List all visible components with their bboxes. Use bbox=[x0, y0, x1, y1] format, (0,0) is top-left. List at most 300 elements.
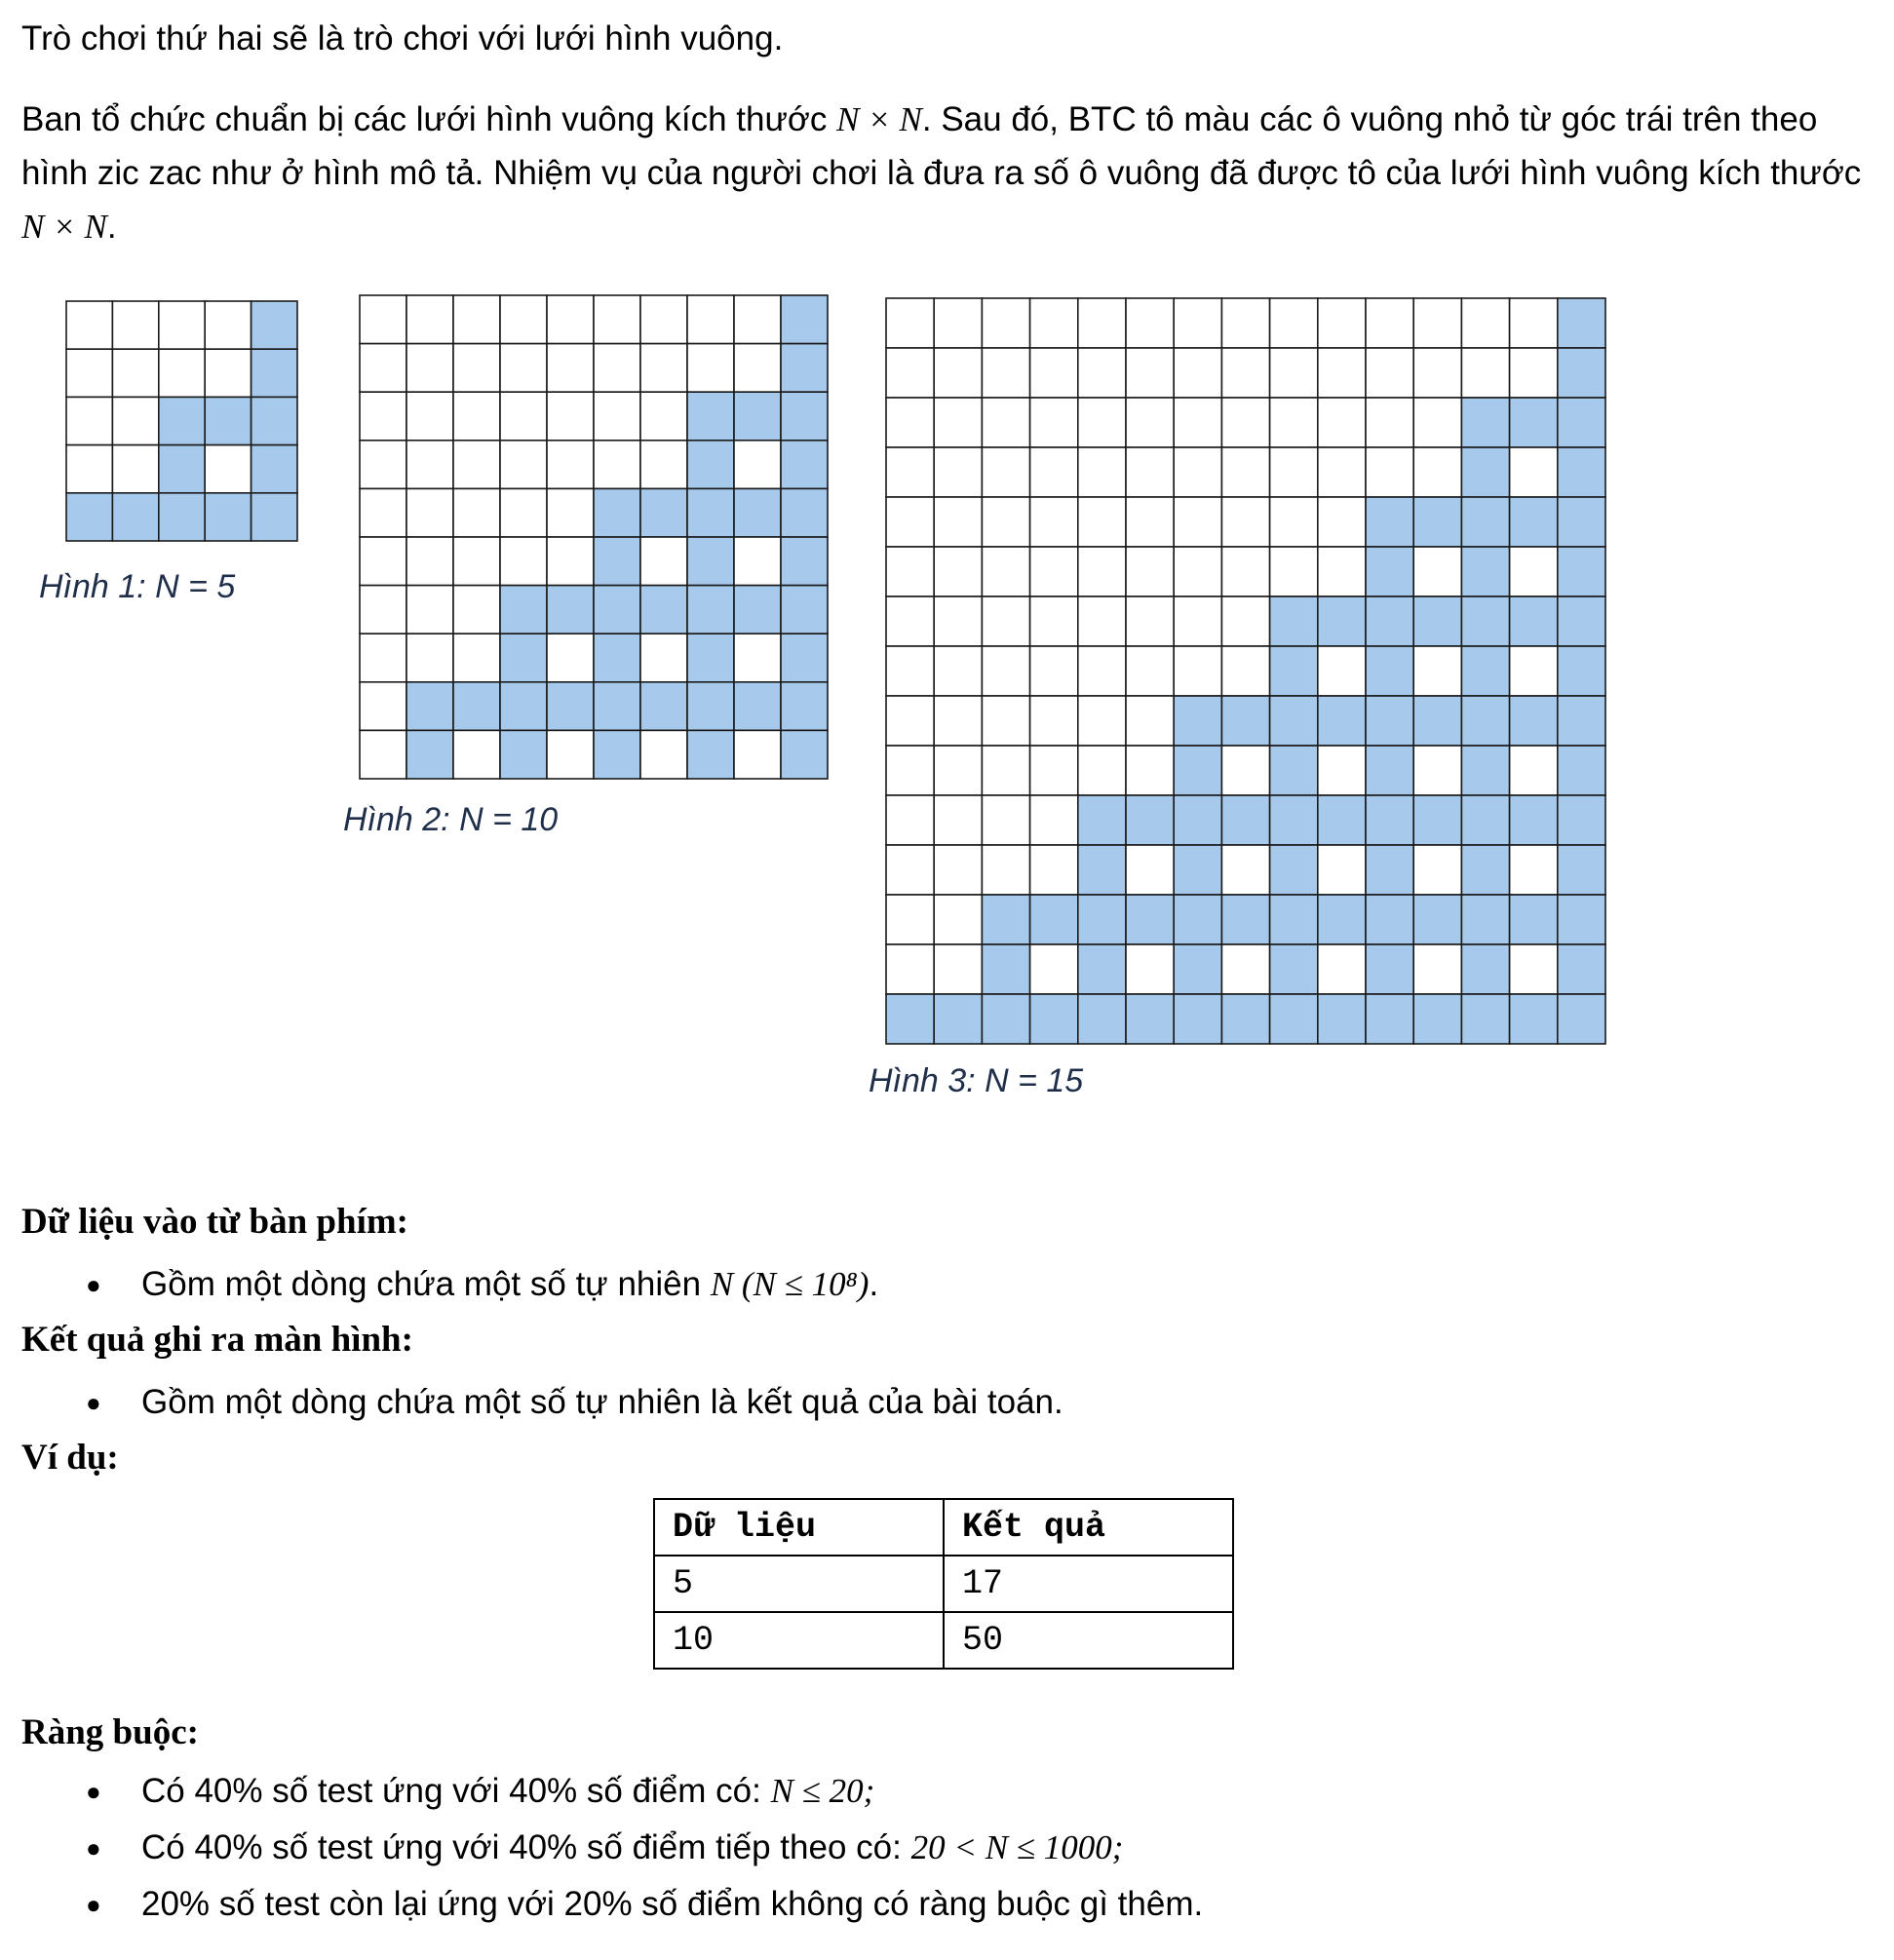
grid-cell-empty bbox=[406, 392, 453, 441]
grid-cell-empty bbox=[547, 441, 594, 489]
grid-cell-empty bbox=[734, 537, 781, 586]
table-cell: 17 bbox=[944, 1556, 1233, 1612]
grid-cell-filled bbox=[687, 537, 734, 586]
grid-cell-filled bbox=[1126, 994, 1174, 1044]
grid-cell-empty bbox=[982, 596, 1029, 646]
grid-cell-empty bbox=[982, 795, 1029, 845]
grid-cell-empty bbox=[640, 730, 687, 779]
grid-cell-empty bbox=[1366, 447, 1413, 497]
grid-cell-empty bbox=[112, 445, 158, 493]
description-paragraph bbox=[21, 93, 1864, 253]
grid-cell-empty bbox=[66, 397, 112, 444]
grid-cell-empty bbox=[1126, 298, 1174, 348]
grid-cell-filled bbox=[1558, 447, 1605, 497]
figure-3-caption: Hình 3: N = 15 bbox=[869, 1062, 1084, 1099]
table-header-row bbox=[654, 1499, 1233, 1556]
grid-cell-filled bbox=[1413, 994, 1461, 1044]
constraints-heading: Ràng buộc: bbox=[21, 1712, 199, 1752]
grid-cell-filled bbox=[781, 392, 828, 441]
grid-cell-empty bbox=[1126, 497, 1174, 547]
grid-cell-filled bbox=[1366, 497, 1413, 547]
grid-cell-filled bbox=[982, 994, 1029, 1044]
grid-cell-empty bbox=[1366, 298, 1413, 348]
grid-cell-empty bbox=[500, 441, 547, 489]
grid-cell-empty bbox=[406, 586, 453, 634]
grid-cell-empty bbox=[406, 441, 453, 489]
grid-cell-empty bbox=[205, 349, 251, 397]
grid-cell-empty bbox=[1174, 298, 1221, 348]
grid-cell-filled bbox=[734, 586, 781, 634]
grid-cell-filled bbox=[781, 488, 828, 537]
grid-cell-empty bbox=[1030, 746, 1078, 795]
grid-cell-filled bbox=[687, 392, 734, 441]
grid-cell-filled bbox=[1413, 696, 1461, 746]
grid-cell-empty bbox=[1461, 348, 1509, 398]
grid-cell-filled bbox=[547, 682, 594, 731]
grid-cell-empty bbox=[1318, 746, 1366, 795]
grid-cell-filled bbox=[687, 682, 734, 731]
grid-cell-empty bbox=[205, 301, 251, 349]
grid-cell-filled bbox=[205, 493, 251, 541]
grid-cell-empty bbox=[934, 398, 982, 447]
grid-cell-empty bbox=[547, 295, 594, 344]
grid-cell-filled bbox=[1461, 696, 1509, 746]
grid-cell-empty bbox=[594, 441, 640, 489]
grid-cell-filled bbox=[1030, 994, 1078, 1044]
grid-cell-empty bbox=[640, 634, 687, 682]
grid-cell-filled bbox=[1174, 944, 1221, 994]
grid-cell-empty bbox=[982, 696, 1029, 746]
grid-cell-filled bbox=[687, 634, 734, 682]
grid-cell-empty bbox=[1030, 497, 1078, 547]
grid-cell-empty bbox=[1030, 696, 1078, 746]
grid-cell-empty bbox=[1318, 398, 1366, 447]
grid-cell-filled bbox=[1461, 994, 1509, 1044]
grid-cell-empty bbox=[453, 634, 500, 682]
grid-cell-filled bbox=[66, 493, 112, 541]
grid-cell-empty bbox=[1221, 447, 1269, 497]
grid-cell-empty bbox=[1030, 398, 1078, 447]
grid-cell-empty bbox=[406, 344, 453, 393]
table-cell: 10 bbox=[654, 1612, 944, 1669]
grid-cell-empty bbox=[1221, 398, 1269, 447]
grid-figure-1 bbox=[65, 300, 299, 543]
grid-cell-filled bbox=[1558, 497, 1605, 547]
grid-cell-filled bbox=[1366, 696, 1413, 746]
grid-cell-empty bbox=[500, 488, 547, 537]
input-bullet-end: . bbox=[869, 1265, 879, 1303]
grid-cell-empty bbox=[1413, 398, 1461, 447]
grid-cell-empty bbox=[1078, 596, 1126, 646]
grid-cell-empty bbox=[1510, 298, 1558, 348]
grid-cell-empty bbox=[453, 730, 500, 779]
grid-cell-filled bbox=[251, 397, 297, 444]
grid-cell-empty bbox=[453, 441, 500, 489]
example-table bbox=[653, 1498, 1234, 1670]
grid-cell-filled bbox=[1558, 746, 1605, 795]
grid-cell-empty bbox=[687, 344, 734, 393]
grid-cell-filled bbox=[687, 441, 734, 489]
grid-cell-empty bbox=[886, 746, 934, 795]
grid-cell-filled bbox=[1558, 994, 1605, 1044]
input-bullet-text: Gồm một dòng chứa một số tự nhiên bbox=[141, 1265, 711, 1303]
grid-cell-empty bbox=[934, 746, 982, 795]
grid-cell-empty bbox=[453, 392, 500, 441]
grid-cell-empty bbox=[734, 730, 781, 779]
grid-cell-empty bbox=[886, 547, 934, 596]
grid-cell-empty bbox=[360, 392, 406, 441]
grid-cell-filled bbox=[159, 445, 205, 493]
figure-1-caption: Hình 1: N = 5 bbox=[39, 568, 236, 605]
grid-cell-empty bbox=[886, 646, 934, 696]
grid-cell-empty bbox=[934, 646, 982, 696]
grid-cell-empty bbox=[934, 795, 982, 845]
grid-cell-empty bbox=[1366, 348, 1413, 398]
grid-cell-filled bbox=[1078, 895, 1126, 944]
output-bullet-text: Gồm một dòng chứa một số tự nhiên là kết quả của bài toán. bbox=[141, 1383, 1063, 1421]
grid-cell-filled bbox=[1413, 795, 1461, 845]
grid-cell-empty bbox=[453, 295, 500, 344]
grid-cell-empty bbox=[886, 497, 934, 547]
grid-cell-empty bbox=[1030, 447, 1078, 497]
grid-cell-empty bbox=[1030, 348, 1078, 398]
grid-cell-filled bbox=[406, 730, 453, 779]
grid-cell-empty bbox=[1078, 746, 1126, 795]
grid-cell-empty bbox=[360, 586, 406, 634]
grid-cell-filled bbox=[1558, 547, 1605, 596]
grid-cell-filled bbox=[640, 488, 687, 537]
grid-cell-empty bbox=[500, 344, 547, 393]
grid-cell-filled bbox=[500, 682, 547, 731]
grid-cell-filled bbox=[1221, 895, 1269, 944]
grid-cell-empty bbox=[66, 445, 112, 493]
grid-cell-filled bbox=[1461, 398, 1509, 447]
grid-cell-filled bbox=[1366, 895, 1413, 944]
grid-cell-filled bbox=[1461, 547, 1509, 596]
grid-cell-empty bbox=[640, 295, 687, 344]
grid-cell-empty bbox=[934, 497, 982, 547]
grid-cell-filled bbox=[640, 682, 687, 731]
grid-cell-empty bbox=[1510, 845, 1558, 895]
grid-cell-filled bbox=[781, 682, 828, 731]
grid-cell-filled bbox=[1558, 298, 1605, 348]
grid-cell-empty bbox=[934, 845, 982, 895]
grid-cell-filled bbox=[1461, 944, 1509, 994]
grid-cell-empty bbox=[159, 349, 205, 397]
table-cell: 5 bbox=[654, 1556, 944, 1612]
grid-cell-filled bbox=[1270, 895, 1318, 944]
grid-cell-filled bbox=[781, 295, 828, 344]
grid-cell-empty bbox=[640, 344, 687, 393]
constraint-text: Có 40% số test ứng với 40% số điểm tiếp theo có: bbox=[141, 1828, 911, 1866]
grid-cell-empty bbox=[934, 447, 982, 497]
grid-cell-filled bbox=[1078, 795, 1126, 845]
grid-cell-empty bbox=[1221, 298, 1269, 348]
grid-cell-filled bbox=[1078, 994, 1126, 1044]
grid-cell-filled bbox=[594, 730, 640, 779]
grid-figure-3 bbox=[885, 297, 1608, 1046]
grid-cell-empty bbox=[1126, 398, 1174, 447]
grid-cell-filled bbox=[1078, 845, 1126, 895]
example-heading: Ví dụ: bbox=[21, 1438, 119, 1478]
grid-cell-filled bbox=[594, 586, 640, 634]
bullet-icon: ● bbox=[86, 1388, 101, 1417]
grid-cell-filled bbox=[205, 397, 251, 444]
grid-cell-filled bbox=[1318, 895, 1366, 944]
grid-cell-empty bbox=[982, 398, 1029, 447]
constraint-math: N ≤ 20; bbox=[770, 1772, 875, 1810]
grid-cell-filled bbox=[1510, 895, 1558, 944]
grid-cell-empty bbox=[500, 295, 547, 344]
grid-cell-empty bbox=[1221, 596, 1269, 646]
grid-cell-empty bbox=[1078, 646, 1126, 696]
grid-cell-filled bbox=[1510, 497, 1558, 547]
figure-2-caption: Hình 2: N = 10 bbox=[343, 801, 559, 838]
grid-cell-filled bbox=[112, 493, 158, 541]
grid-cell-empty bbox=[1126, 746, 1174, 795]
grid-cell-filled bbox=[251, 493, 297, 541]
grid-cell-filled bbox=[1174, 895, 1221, 944]
grid-cell-empty bbox=[934, 298, 982, 348]
grid-cell-filled bbox=[1221, 994, 1269, 1044]
grid-cell-empty bbox=[886, 845, 934, 895]
grid-cell-filled bbox=[1558, 845, 1605, 895]
grid-cell-empty bbox=[547, 537, 594, 586]
grid-cell-empty bbox=[1510, 646, 1558, 696]
grid-cell-empty bbox=[1510, 348, 1558, 398]
input-bullet-math: N (N ≤ 10⁸) bbox=[710, 1265, 870, 1303]
grid-cell-empty bbox=[1078, 696, 1126, 746]
constraint-math: 20 < N ≤ 1000; bbox=[910, 1828, 1124, 1866]
grid-cell-empty bbox=[360, 441, 406, 489]
grid-cell-filled bbox=[547, 586, 594, 634]
grid-cell-filled bbox=[1270, 795, 1318, 845]
grid-cell-filled bbox=[1270, 646, 1318, 696]
grid-cell-filled bbox=[1221, 795, 1269, 845]
grid-cell-empty bbox=[640, 392, 687, 441]
grid-cell-filled bbox=[1174, 845, 1221, 895]
grid-cell-empty bbox=[1318, 348, 1366, 398]
grid-cell-empty bbox=[112, 397, 158, 444]
grid-cell-empty bbox=[1078, 497, 1126, 547]
constraint-text: 20% số test còn lại ứng với 20% số điểm không có ràng buộc gì thêm. bbox=[141, 1885, 1204, 1923]
grid-cell-empty bbox=[982, 497, 1029, 547]
grid-cell-filled bbox=[1461, 447, 1509, 497]
grid-cell-empty bbox=[982, 845, 1029, 895]
grid-cell-empty bbox=[1318, 547, 1366, 596]
grid-cell-empty bbox=[1413, 547, 1461, 596]
output-heading: Kết quả ghi ra màn hình: bbox=[21, 1320, 413, 1360]
grid-cell-empty bbox=[1174, 398, 1221, 447]
grid-cell-filled bbox=[1558, 398, 1605, 447]
grid-cell-empty bbox=[360, 730, 406, 779]
grid-cell-empty bbox=[982, 547, 1029, 596]
grid-cell-empty bbox=[886, 298, 934, 348]
grid-cell-filled bbox=[1366, 746, 1413, 795]
grid-cell-empty bbox=[886, 895, 934, 944]
grid-cell-filled bbox=[500, 634, 547, 682]
grid-cell-empty bbox=[886, 596, 934, 646]
grid-cell-empty bbox=[547, 634, 594, 682]
grid-cell-empty bbox=[1174, 497, 1221, 547]
grid-cell-filled bbox=[1366, 944, 1413, 994]
grid-cell-filled bbox=[1510, 398, 1558, 447]
grid-cell-empty bbox=[1174, 348, 1221, 398]
grid-cell-filled bbox=[1510, 596, 1558, 646]
grid-cell-empty bbox=[1126, 845, 1174, 895]
grid-cell-empty bbox=[1221, 348, 1269, 398]
grid-cell-filled bbox=[1558, 596, 1605, 646]
grid-cell-empty bbox=[1270, 398, 1318, 447]
grid-cell-empty bbox=[360, 537, 406, 586]
grid-cell-empty bbox=[500, 392, 547, 441]
grid-cell-filled bbox=[1558, 696, 1605, 746]
desc-part2: . Sau đó, BTC tô màu các ô vuông nhỏ từ góc trái trên theo hình zic zac như ở hình mô tả. Nhiệm vụ của người chơi là đưa ra số ô vuông đã được tô của lưới hình vuông kích thước bbox=[21, 100, 1862, 192]
grid-cell-filled bbox=[251, 301, 297, 349]
grid-cell-empty bbox=[547, 488, 594, 537]
grid-cell-empty bbox=[1126, 646, 1174, 696]
grid-cell-empty bbox=[1126, 944, 1174, 994]
grid-cell-filled bbox=[159, 397, 205, 444]
grid-cell-empty bbox=[1126, 547, 1174, 596]
input-heading: Dữ liệu vào từ bàn phím: bbox=[21, 1202, 408, 1242]
grid-cell-filled bbox=[1366, 547, 1413, 596]
grid-cell-empty bbox=[886, 398, 934, 447]
grid-cell-empty bbox=[1174, 646, 1221, 696]
grid-cell-empty bbox=[982, 646, 1029, 696]
grid-cell-filled bbox=[594, 634, 640, 682]
grid-cell-empty bbox=[934, 547, 982, 596]
grid-cell-filled bbox=[1413, 596, 1461, 646]
grid-cell-empty bbox=[1270, 298, 1318, 348]
grid-cell-empty bbox=[734, 295, 781, 344]
grid-cell-filled bbox=[1270, 596, 1318, 646]
grid-cell-filled bbox=[886, 994, 934, 1044]
grid-cell-empty bbox=[406, 537, 453, 586]
grid-cell-filled bbox=[1413, 895, 1461, 944]
table-row bbox=[654, 1612, 1233, 1669]
grid-figure-2 bbox=[359, 294, 831, 782]
grid-cell-filled bbox=[500, 586, 547, 634]
grid-cell-empty bbox=[1126, 447, 1174, 497]
table-row bbox=[654, 1556, 1233, 1612]
grid-cell-filled bbox=[1510, 994, 1558, 1044]
grid-cell-filled bbox=[982, 944, 1029, 994]
grid-cell-filled bbox=[406, 682, 453, 731]
grid-cell-filled bbox=[640, 586, 687, 634]
grid-cell-empty bbox=[1126, 596, 1174, 646]
grid-cell-empty bbox=[406, 634, 453, 682]
grid-cell-empty bbox=[1078, 547, 1126, 596]
table-header-output: Kết quả bbox=[944, 1499, 1233, 1556]
grid-cell-empty bbox=[112, 349, 158, 397]
grid-cell-filled bbox=[1461, 795, 1509, 845]
grid-cell-filled bbox=[1270, 845, 1318, 895]
grid-cell-filled bbox=[934, 994, 982, 1044]
grid-cell-filled bbox=[781, 344, 828, 393]
grid-cell-empty bbox=[1174, 596, 1221, 646]
table-cell: 50 bbox=[944, 1612, 1233, 1669]
grid-cell-empty bbox=[886, 944, 934, 994]
grid-cell-empty bbox=[886, 696, 934, 746]
grid-cell-filled bbox=[734, 488, 781, 537]
grid-cell-empty bbox=[66, 349, 112, 397]
grid-cell-empty bbox=[1221, 547, 1269, 596]
grid-cell-empty bbox=[1318, 298, 1366, 348]
constraint-text: Có 40% số test ứng với 40% số điểm có: bbox=[141, 1772, 771, 1810]
grid-cell-filled bbox=[1510, 696, 1558, 746]
grid-cell-filled bbox=[1366, 795, 1413, 845]
grid-cell-filled bbox=[251, 349, 297, 397]
grid-cell-filled bbox=[982, 895, 1029, 944]
grid-cell-empty bbox=[1221, 845, 1269, 895]
grid-cell-filled bbox=[1558, 348, 1605, 398]
grid-cell-empty bbox=[734, 634, 781, 682]
grid-cell-filled bbox=[1318, 596, 1366, 646]
desc-part3: . bbox=[106, 208, 117, 246]
grid-cell-empty bbox=[934, 944, 982, 994]
grid-cell-empty bbox=[453, 488, 500, 537]
grid-cell-empty bbox=[886, 348, 934, 398]
grid-cell-empty bbox=[1030, 298, 1078, 348]
grid-cell-empty bbox=[360, 634, 406, 682]
grid-cell-empty bbox=[1510, 447, 1558, 497]
grid-cell-filled bbox=[1270, 696, 1318, 746]
grid-cell-filled bbox=[1413, 497, 1461, 547]
grid-cell-empty bbox=[66, 301, 112, 349]
grid-cell-filled bbox=[734, 682, 781, 731]
grid-cell-filled bbox=[159, 493, 205, 541]
grid-cell-empty bbox=[1413, 646, 1461, 696]
grid-cell-filled bbox=[1174, 696, 1221, 746]
grid-cell-empty bbox=[594, 295, 640, 344]
grid-cell-empty bbox=[886, 447, 934, 497]
grid-cell-empty bbox=[205, 445, 251, 493]
grid-cell-empty bbox=[1126, 696, 1174, 746]
grid-cell-empty bbox=[360, 488, 406, 537]
grid-cell-empty bbox=[1510, 944, 1558, 994]
grid-cell-empty bbox=[360, 295, 406, 344]
grid-cell-filled bbox=[1558, 895, 1605, 944]
grid-cell-filled bbox=[781, 730, 828, 779]
grid-cell-empty bbox=[1030, 547, 1078, 596]
grid-cell-empty bbox=[982, 298, 1029, 348]
grid-cell-filled bbox=[1558, 795, 1605, 845]
grid-cell-filled bbox=[1558, 944, 1605, 994]
grid-cell-empty bbox=[547, 392, 594, 441]
grid-cell-empty bbox=[1078, 348, 1126, 398]
grid-cell-empty bbox=[500, 537, 547, 586]
grid-cell-filled bbox=[781, 586, 828, 634]
grid-cell-empty bbox=[1270, 497, 1318, 547]
grid-cell-filled bbox=[1510, 795, 1558, 845]
bullet-icon: ● bbox=[86, 1890, 101, 1919]
grid-cell-filled bbox=[1461, 646, 1509, 696]
grid-cell-empty bbox=[360, 682, 406, 731]
grid-cell-empty bbox=[640, 441, 687, 489]
grid-cell-empty bbox=[1413, 746, 1461, 795]
grid-cell-empty bbox=[1030, 845, 1078, 895]
grid-cell-empty bbox=[1413, 845, 1461, 895]
grid-cell-filled bbox=[1461, 895, 1509, 944]
grid-cell-empty bbox=[1126, 348, 1174, 398]
grid-cell-empty bbox=[687, 295, 734, 344]
desc-math1: N × N bbox=[836, 100, 922, 138]
grid-cell-empty bbox=[1510, 746, 1558, 795]
grid-cell-empty bbox=[1030, 646, 1078, 696]
grid-cell-empty bbox=[934, 696, 982, 746]
grid-cell-filled bbox=[500, 730, 547, 779]
